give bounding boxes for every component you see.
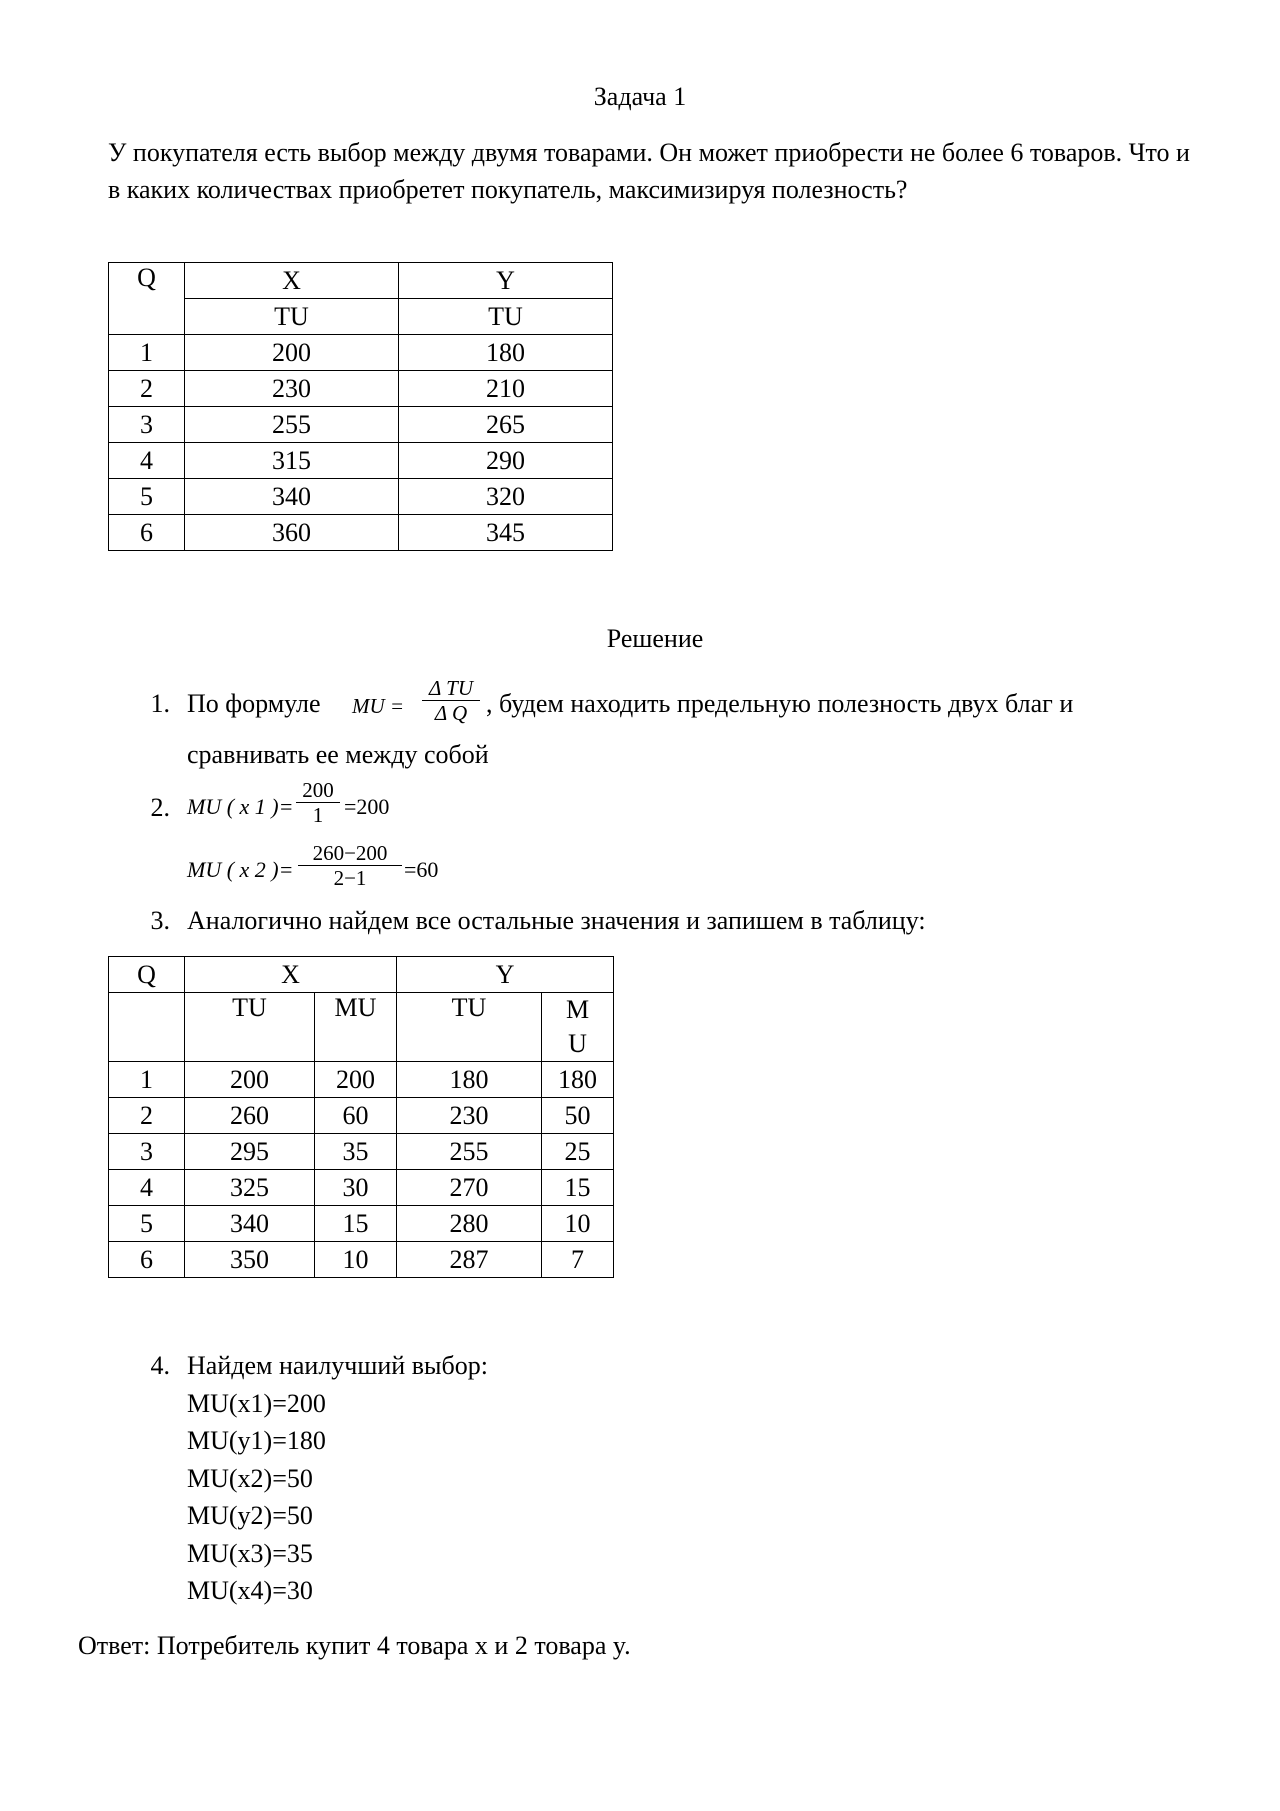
table-utility-initial	[108, 262, 613, 551]
table-cell: 230	[185, 371, 399, 407]
step4-number: 4.	[150, 1351, 170, 1380]
step1-formula-denominator: Δ Q	[422, 700, 480, 725]
table-cell: 295	[185, 1134, 315, 1170]
step2-formula2-lhs: MU ( x 2 )=	[187, 857, 294, 882]
table-cell: 15	[315, 1206, 397, 1242]
solution-title: Решение	[606, 624, 704, 653]
table2-header-x: X	[185, 957, 397, 993]
table-cell: 1	[109, 335, 185, 371]
table-cell: 260	[185, 1098, 315, 1134]
step4-list	[187, 1347, 488, 1610]
table-cell: 180	[399, 335, 613, 371]
table-cell: 320	[399, 479, 613, 515]
table-cell: 210	[399, 371, 613, 407]
table-row	[109, 1062, 614, 1098]
table-row	[109, 1206, 614, 1242]
table-row	[109, 1170, 614, 1206]
table-cell: 287	[397, 1242, 542, 1278]
list-item: MU(x3)=35	[187, 1538, 313, 1568]
list-item: MU(x4)=30	[187, 1576, 313, 1605]
table-cell: 255	[185, 407, 399, 443]
table-cell: 6	[109, 515, 185, 551]
table-cell: 180	[397, 1062, 542, 1098]
table2-header-q: Q	[109, 957, 185, 993]
table-cell: 4	[109, 443, 185, 479]
table1-sub-x-tu: TU	[185, 299, 399, 335]
table-cell	[109, 993, 185, 1062]
step1-text-after: , будем находить предельную полезность двух благ и	[486, 689, 1074, 718]
step2-formula1-numerator: 200	[302, 778, 334, 802]
table-cell: 345	[399, 515, 613, 551]
table2-sub-x-tu: TU	[185, 993, 315, 1062]
table2-header-y: Y	[397, 957, 614, 993]
table-cell: 325	[185, 1170, 315, 1206]
table-cell: 2	[109, 1098, 185, 1134]
step2-formula2-numerator: 260−200	[312, 841, 388, 865]
table-row	[109, 1134, 614, 1170]
table-row	[109, 407, 613, 443]
problem-text: У покупателя есть выбор между двумя товарами. Он может приобрести не более 6 товаров. Что и в каких количествах приобретет покупатель, максимизируя полезность?	[108, 138, 1190, 204]
table-cell: 230	[397, 1098, 542, 1134]
table-cell: 280	[397, 1206, 542, 1242]
table-cell: 6	[109, 1242, 185, 1278]
table1-header-x: X	[185, 263, 399, 299]
table-cell: 5	[109, 479, 185, 515]
table-row	[109, 479, 613, 515]
step2-formula1-rhs: =200	[344, 794, 390, 819]
table-cell: 7	[542, 1242, 614, 1278]
table2-sub-y-tu: TU	[397, 993, 542, 1062]
table-utility-marginal	[108, 956, 614, 1278]
table-cell: 290	[399, 443, 613, 479]
table-cell: 315	[185, 443, 399, 479]
table-row	[109, 335, 613, 371]
table-row	[109, 1098, 614, 1134]
step2-formula1-lhs: MU ( x 1 )=	[187, 794, 294, 819]
list-item: MU(x1)=200	[187, 1388, 326, 1418]
table1-sub-y-tu: TU	[399, 299, 613, 335]
table-cell: 50	[542, 1098, 614, 1134]
step1-text-line2: сравнивать ее между собой	[187, 740, 489, 769]
step1-text-before: По формуле	[187, 689, 321, 718]
step2-formula1-denominator: 1	[296, 802, 340, 827]
step4-text: Найдем наилучший выбор:	[187, 1351, 488, 1380]
table-cell: 5	[109, 1206, 185, 1242]
table-cell: 10	[315, 1242, 397, 1278]
step1-formula-numerator: Δ TU	[428, 676, 474, 700]
table-cell: 3	[109, 407, 185, 443]
table-cell: 180	[542, 1062, 614, 1098]
step3-text: Аналогично найдем все остальные значения и запишем в таблицу:	[187, 906, 926, 935]
step1-formula-lhs: MU =	[352, 694, 405, 718]
table-cell: 200	[185, 1062, 315, 1098]
task-title: Задача 1	[593, 82, 687, 111]
table-cell: 25	[542, 1134, 614, 1170]
list-item: MU(y1)=180	[187, 1426, 326, 1455]
table-cell: 2	[109, 371, 185, 407]
step2-formula1-fraction	[296, 778, 340, 827]
table2-sub-y-mu-part2: U	[568, 1029, 587, 1058]
table-cell: 340	[185, 479, 399, 515]
table-cell: 340	[185, 1206, 315, 1242]
table-cell: 200	[185, 335, 399, 371]
table1-header-q: Q	[109, 263, 185, 335]
step2-formula2-rhs: =60	[404, 857, 439, 882]
table-row	[109, 443, 613, 479]
step2-formula2-denominator: 2−1	[298, 865, 402, 890]
table-cell: 30	[315, 1170, 397, 1206]
table-cell: 265	[399, 407, 613, 443]
table-cell: 350	[185, 1242, 315, 1278]
table-cell: 360	[185, 515, 399, 551]
table-cell: 10	[542, 1206, 614, 1242]
table-cell: 15	[542, 1170, 614, 1206]
table-row	[109, 371, 613, 407]
table2-sub-y-mu	[542, 993, 614, 1062]
table-cell: 3	[109, 1134, 185, 1170]
answer-text: Ответ: Потребитель купит 4 товара x и 2 товара y.	[78, 1631, 631, 1660]
table-cell: 255	[397, 1134, 542, 1170]
table-row	[109, 515, 613, 551]
table-cell: 60	[315, 1098, 397, 1134]
table-cell: 270	[397, 1170, 542, 1206]
step1-formula-fraction	[422, 676, 480, 725]
table-cell: 200	[315, 1062, 397, 1098]
step2-number: 2.	[150, 793, 170, 822]
table2-sub-x-mu: MU	[315, 993, 397, 1062]
step3-number: 3.	[150, 906, 170, 935]
table-cell: 35	[315, 1134, 397, 1170]
table-cell: 1	[109, 1062, 185, 1098]
table2-sub-y-mu-part1: M	[565, 995, 590, 1024]
step1-number: 1.	[150, 689, 170, 718]
list-item: MU(y2)=50	[187, 1501, 313, 1530]
table-cell: 4	[109, 1170, 185, 1206]
table-row	[109, 1242, 614, 1278]
step2-formula2-fraction	[298, 841, 402, 890]
list-item: MU(x2)=50	[187, 1463, 313, 1493]
table1-header-y: Y	[399, 263, 613, 299]
